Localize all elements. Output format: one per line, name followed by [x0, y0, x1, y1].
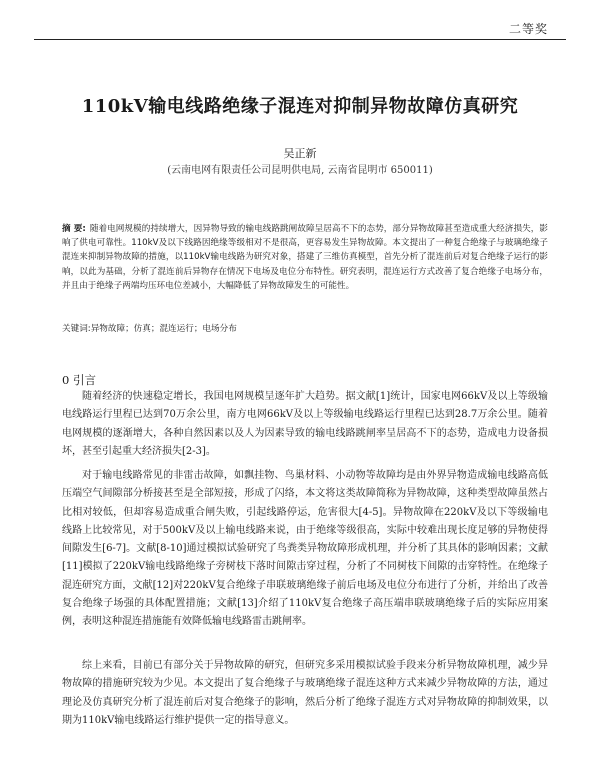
- abstract-label: 摘 要:: [62, 224, 86, 234]
- section-title: 引言: [72, 373, 96, 387]
- keywords: [62, 322, 548, 334]
- paragraph-3: 综上来看，目前已有部分关于异物故障的研究，但研究多采用模拟试验手段来分析异物故障机理，减少异物故障的措施研究较为少见。本文提出了复合绝缘子与玻璃绝缘子混连这种方式来减少异物故障的方法，通过理论及仿真研究分析了混连前后对复合绝缘子的影响，然后分析了绝缘子混连方式对异物故障的抑制效果，以期为110kV输电线路运行维护提供一定的指导意义。: [62, 660, 548, 726]
- keywords-label: 关键词:: [62, 324, 91, 334]
- award-label: 二等奖: [508, 22, 548, 36]
- section-number: 0: [62, 373, 70, 387]
- paragraph-2: 对于输电线路常见的非雷击故障，如飘挂物、鸟巢材料、小动物等故障均是由外界异物造成输电线路高低压端空气间隙部分桥接甚至是全部短接，形成了闪络，本文将这类故障简称为异物故障，这种类型故障虽然占比相对较低，但却容易造成重合闸失败，引起线路停运，危害很大[4-5]。异物故障在220kV及以下等级输电线路上比较常见，对于500kV及以上输电线路来说，由于绝缘等级很高，实际中较难出现长度足够的异物使得间隙发生[6-7]。文献[8-10]通过模拟试验研究了鸟粪类异物故障形成机理，并分析了其具体的影响因素；文献[11]模拟了220kV输电线路绝缘子旁树枝下落时间隙击穿过程，分析了不同树枝下间隙的击穿特性。在绝缘子混连研究方面，文献[12]对220kV复合绝缘子串联玻璃绝缘子前后电场及电位分布进行了分析，并给出了改善复合绝缘子场强的具体配置措施；文献[13]介绍了110kV复合绝缘子高压端串联玻璃绝缘子后的实际应用案例，表明这种混连措施能有效降低输电线路雷击跳闸率。: [62, 470, 548, 628]
- abstract-text: 随着电网规模的持续增大，因异物导致的输电线路跳闸故障呈居高不下的态势，部分异物故障甚至造成重大经济损失，影响了供电可靠性。110kV及以下线路因绝缘等级相对不是很高，更容易发生异物故障。本文提出了一种复合绝缘子与玻璃绝缘子混连来抑制异物故障的措施，以110kV输电线路为研究对象，搭建了三维仿真模型，首先分析了混连前后对复合绝缘子运行的影响，以此为基础，分析了混连前后异物存在情况下电场及电位分布特性。研究表明，混连运行方式改善了复合绝缘子电场分布，并且由于绝缘子两端均压环电位差减小，大幅降低了异物故障发生的可能性。: [62, 224, 548, 291]
- section-heading: [62, 372, 96, 388]
- keywords-text: 异物故障；仿真；混连运行；电场分布: [90, 324, 237, 334]
- author-name: 吴正新: [283, 147, 317, 160]
- abstract: [62, 222, 548, 293]
- paragraph-1: 随着经济的快速稳定增长，我国电网规模呈逐年扩大趋势。据文献[1]统计，国家电网66kV及以上等级输电线路运行里程已达到70万余公里，南方电网66kV及以上等级输电线路运行里程已达到28.7万余公里。随着电网规模的逐渐增大，各种自然因素以及人为因素导致的输电线路跳闸率呈居高不下的态势，造成电力设备损坏，甚至引起重大经济损失[2-3]。: [62, 391, 548, 457]
- paper-title: 110kV输电线路绝缘子混连对抑制异物故障仿真研究: [81, 96, 519, 117]
- header-rule: [34, 39, 566, 40]
- author-affiliation: (云南电网有限责任公司昆明供电局, 云南省昆明市 650011): [167, 165, 433, 176]
